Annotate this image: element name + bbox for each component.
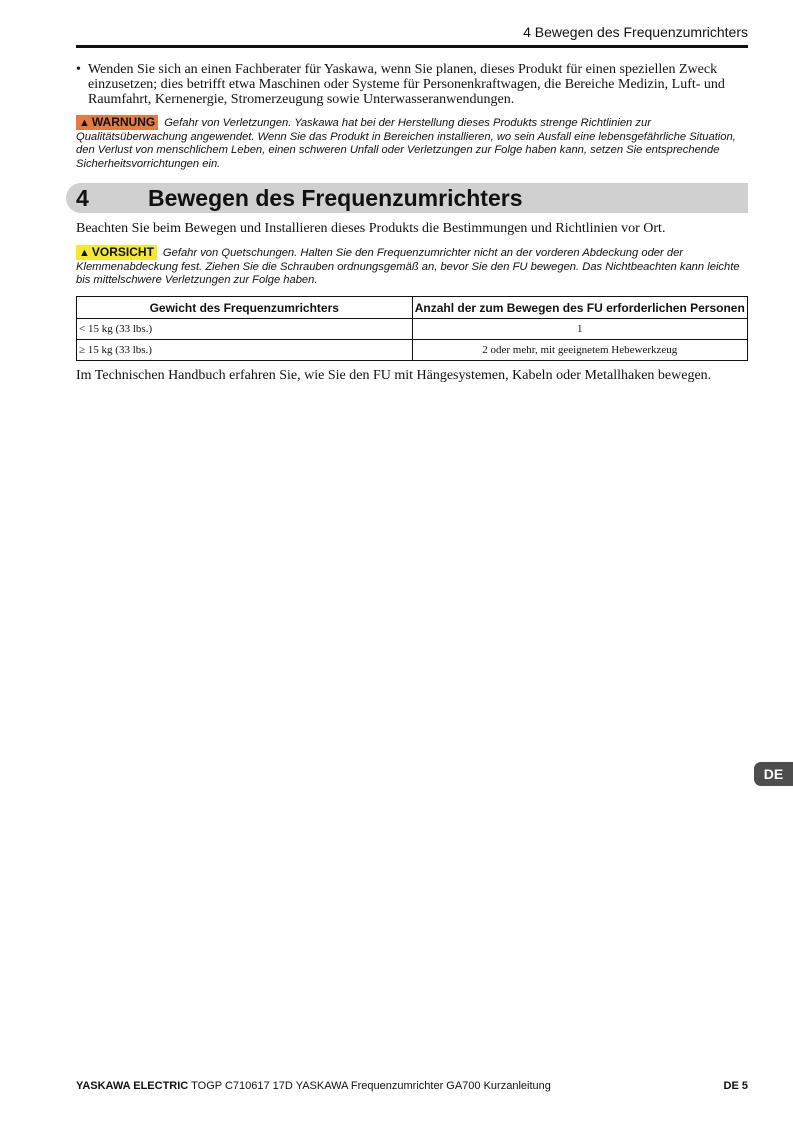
warning-triangle-icon: ▲ — [79, 247, 90, 259]
weight-table — [76, 296, 748, 361]
table-cell-persons: 2 oder mehr, mit geeignetem Hebewerkzeug — [412, 340, 747, 361]
closing-paragraph: Im Technischen Handbuch erfahren Sie, wie Sie den FU mit Hängesystemen, Kabeln oder Metallhaken bewegen. — [76, 368, 712, 383]
warning-badge — [76, 115, 158, 130]
caution-notice — [76, 245, 748, 288]
footer-doc: TOGP C710617 17D YASKAWA Frequenzumrichter GA700 Kurzanleitung — [191, 1080, 551, 1092]
table-row — [77, 340, 748, 361]
table-row — [77, 319, 748, 340]
section-heading — [66, 183, 748, 213]
header-title: 4 Bewegen des Frequenzumrichters — [523, 24, 748, 40]
bullet-symbol: • — [76, 62, 81, 77]
caution-badge — [76, 245, 157, 260]
table-cell-weight: < 15 kg (33 lbs.) — [77, 319, 413, 340]
caution-text: Gefahr von Quetschungen. Halten Sie den Frequenzumrichter nicht an der vorderen Abdeckung oder der Klemmenabdeckung fest. Ziehen Sie die Schrauben ordnungsgemäß an, bevor Sie den FU bewegen. Das Nichtbeachten kann leichte bis mittelschwere Verletzungen zur Folge haben. — [76, 247, 740, 286]
language-tab: DE — [754, 762, 793, 786]
page-header — [76, 22, 748, 48]
section-title: Bewegen des Frequenzumrichters — [148, 185, 523, 211]
bullet-item — [76, 62, 748, 107]
warning-label: WARNUNG — [91, 115, 156, 129]
table-header-persons: Anzahl der zum Bewegen des FU erforderlichen Personen — [412, 297, 747, 319]
caution-label: VORSICHT — [91, 245, 154, 259]
intro-paragraph: Beachten Sie beim Bewegen und Installieren dieses Produkts die Bestimmungen und Richtlinien vor Ort. — [76, 221, 666, 236]
footer-brand: YASKAWA ELECTRIC — [76, 1080, 189, 1092]
warning-triangle-icon: ▲ — [79, 117, 90, 129]
table-cell-weight: ≥ 15 kg (33 lbs.) — [77, 340, 413, 361]
bullet-text: Wenden Sie sich an einen Fachberater für Yaskawa, wenn Sie planen, dieses Produkt für einen speziellen Zweck einzusetzen; dies betrifft etwa Maschinen oder Systeme für Personenkraftwagen, die Bereiche Medizin, Luft- und Raumfahrt, Kernenergie, Stromerzeugung sowie Unterwasseranwendungen. — [88, 62, 725, 107]
warning-notice — [76, 115, 748, 171]
table-cell-persons: 1 — [412, 319, 747, 340]
page-footer — [76, 1080, 748, 1092]
section-number: 4 — [76, 185, 89, 211]
table-header-row — [77, 297, 748, 319]
warning-text: Gefahr von Verletzungen. Yaskawa hat bei der Herstellung dieses Produkts strenge Richtlinien zur Qualitätsüberwachung angewendet. Wenn Sie das Produkt in Bereichen installieren, wo sein Ausfall eine lebensgefährliche Situation, den Verlust von menschlichem Leben, einen schweren Unfall oder Verletzungen zur Folge haben kann, setzen Sie entsprechende Sicherheitsvorrichtungen ein. — [76, 117, 736, 170]
table-header-weight: Gewicht des Frequenzumrichters — [77, 297, 413, 319]
footer-page-number: DE 5 — [723, 1080, 748, 1092]
